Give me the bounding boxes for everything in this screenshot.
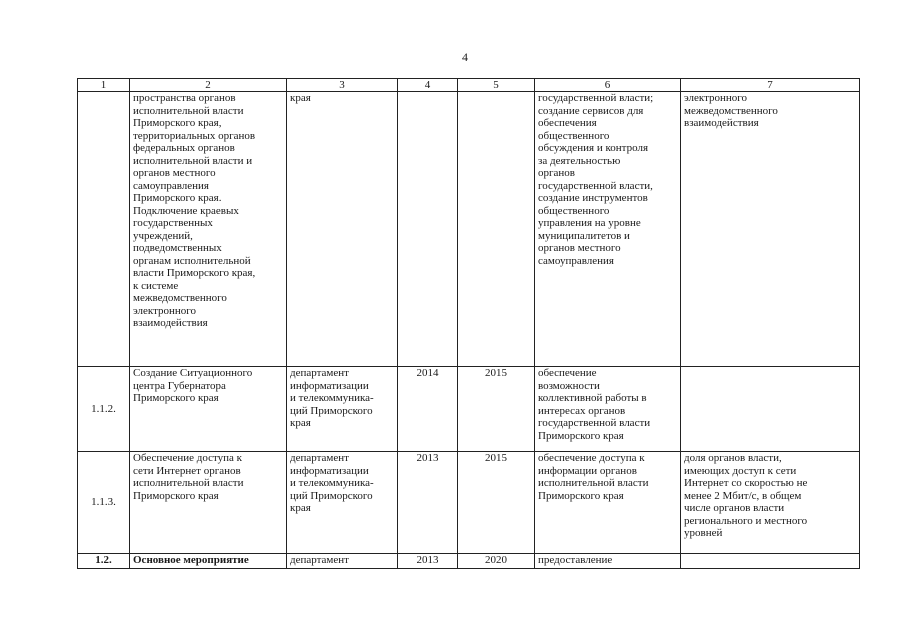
indicator bbox=[681, 554, 860, 569]
end-year: 2015 bbox=[458, 367, 535, 452]
start-year: 2013 bbox=[398, 452, 458, 554]
row-number: 1.1.2. bbox=[78, 367, 130, 452]
row-number: 1.2. bbox=[78, 554, 130, 569]
end-year: 2015 bbox=[458, 452, 535, 554]
activity-name: Обеспечение доступа к сети Интернет органов исполнительной власти Приморского края bbox=[130, 452, 287, 554]
start-year: 2014 bbox=[398, 367, 458, 452]
start-year bbox=[398, 92, 458, 367]
table-row bbox=[78, 452, 860, 554]
page-number: 4 bbox=[462, 50, 468, 64]
header-col-2: 2 bbox=[130, 79, 287, 92]
expected-result: обеспечение возможности коллективной работы в интересах органов государственной власти Приморского края bbox=[535, 367, 681, 452]
indicator: доля органов власти, имеющих доступ к сети Интернет со скоростью не менее 2 Мбит/с, в общем числе органов власти регионального и местного уровней bbox=[681, 452, 860, 554]
executor: департамент информатизации и телекоммуника- ций Приморского края bbox=[287, 367, 398, 452]
header-row bbox=[78, 79, 860, 92]
indicator: электронного межведомственного взаимодействия bbox=[681, 92, 860, 367]
program-table bbox=[77, 78, 860, 569]
header-col-5: 5 bbox=[458, 79, 535, 92]
end-year bbox=[458, 92, 535, 367]
executor: департамент информатизации и телекоммуника- ций Приморского края bbox=[287, 452, 398, 554]
table-row bbox=[78, 554, 860, 569]
executor: края bbox=[287, 92, 398, 367]
header-col-6: 6 bbox=[535, 79, 681, 92]
activity-name: Создание Ситуационного центра Губернатора Приморского края bbox=[130, 367, 287, 452]
table-row bbox=[78, 92, 860, 367]
header-col-3: 3 bbox=[287, 79, 398, 92]
header-col-1: 1 bbox=[78, 79, 130, 92]
expected-result: государственной власти; создание сервисов для обеспечения общественного обсуждения и контроля за деятельностью органов государственной власти, создание инструментов общественного управления на уровне муниципалитетов и органов местного самоуправления bbox=[535, 92, 681, 367]
table-row bbox=[78, 367, 860, 452]
header-col-4: 4 bbox=[398, 79, 458, 92]
activity-name: Основное мероприятие bbox=[130, 554, 287, 569]
start-year: 2013 bbox=[398, 554, 458, 569]
expected-result: предоставление bbox=[535, 554, 681, 569]
indicator bbox=[681, 367, 860, 452]
activity-name: пространства органов исполнительной власти Приморского края, территориальных органов федеральных органов исполнительной власти и органов местного самоуправления Приморского края. Подключение краевых государственных учреждений, подведомственных органам исполнительной власти Приморского края, к системе межведомственного электронного взаимодействия bbox=[130, 92, 287, 367]
expected-result: обеспечение доступа к информации органов исполнительной власти Приморского края bbox=[535, 452, 681, 554]
row-number bbox=[78, 92, 130, 367]
end-year: 2020 bbox=[458, 554, 535, 569]
row-number: 1.1.3. bbox=[78, 452, 130, 554]
executor: департамент bbox=[287, 554, 398, 569]
header-col-7: 7 bbox=[681, 79, 860, 92]
